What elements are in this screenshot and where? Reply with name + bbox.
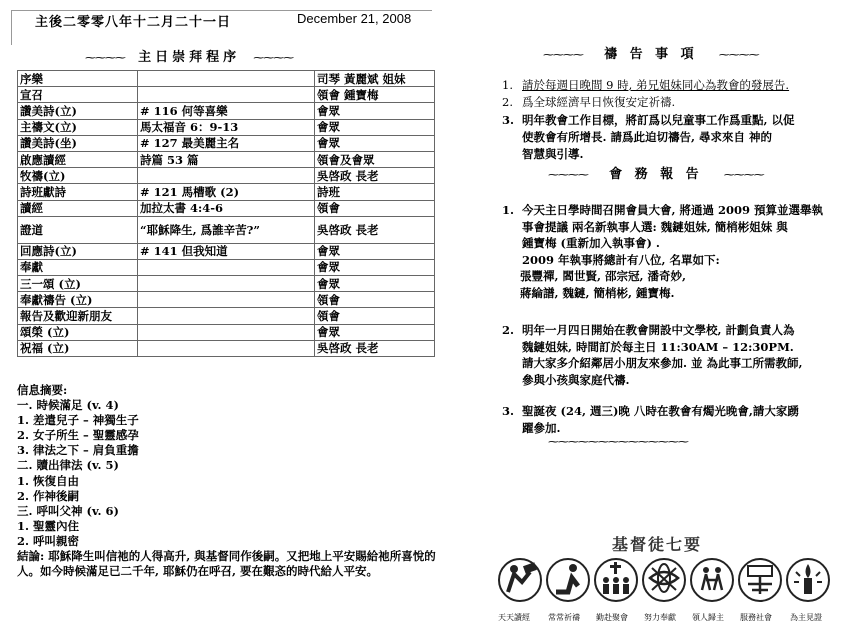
order-content: [138, 276, 315, 292]
summary-line: 2. 作神後嗣: [17, 488, 80, 503]
summary-line: 1. 聖靈內住: [17, 518, 80, 533]
announcements-title: 會 務 報 告: [609, 167, 703, 182]
order-person: 領會: [315, 292, 435, 308]
order-person: 司琴 黃麗斌 姐妹: [315, 71, 435, 87]
announcement-text: 事會提議 兩名新執事人選: 魏鏈姐妹, 簡梢彬姐妹 與: [522, 219, 788, 234]
order-row: [18, 324, 435, 340]
announcement-text: 聖誕夜 (24, 週三)晚 八時在教會有燭光晚會,請大家踴: [522, 404, 799, 418]
order-row: [18, 184, 435, 200]
announcement-text: 參與小孩與家庭代禱.: [522, 372, 630, 387]
order-item: 牧禱(立): [18, 168, 138, 184]
prayer-title: 禱 告 事 項: [604, 47, 698, 62]
announcement-text: 請大家多介紹鄰居小朋友來參加. 並 為此事工所需教師,: [522, 356, 803, 370]
order-person: 會眾: [315, 259, 435, 275]
essential-label: 服務社會: [740, 613, 772, 622]
seven-essentials-title: 基督徒七要: [612, 535, 703, 554]
order-person: 領會 鍾寶梅: [315, 87, 435, 103]
prayer-item-number: 3.: [502, 113, 515, 127]
ornament: ⁓⁓⁓⁓: [723, 168, 764, 181]
essential-label: 勤赴聚會: [596, 613, 628, 622]
summary-line: 1. 恢復自由: [17, 473, 80, 488]
date-chinese: 主後二零零八年十二月二十一日: [35, 15, 232, 30]
essential-label: 為主見證: [790, 613, 822, 622]
announcement-item: [502, 322, 803, 388]
reading-bible-icon: [499, 559, 541, 601]
announcement-item: [502, 403, 799, 436]
order-row: [18, 243, 435, 259]
order-item: 詩班獻詩: [18, 184, 138, 200]
order-item: 報告及歡迎新朋友: [18, 308, 138, 324]
order-content: # 141 但我知道: [138, 243, 315, 259]
order-person: 領會: [315, 200, 435, 216]
order-person: 吳啓政 長老: [315, 216, 435, 243]
order-content: [138, 168, 315, 184]
order-content: [138, 308, 315, 324]
order-item: 證道: [18, 216, 138, 243]
order-person: 領會: [315, 308, 435, 324]
announcement-text: 張豐禪, 閻世賢, 邵宗冠, 潘奇妙,: [520, 269, 687, 283]
announcement-number: 3.: [502, 404, 515, 418]
announcement-text: 今天主日學時間召開會員大會, 將通過 2009 預算並選舉執: [522, 203, 824, 217]
summary-line: 2. 呼叫親密: [17, 533, 80, 548]
order-content: [138, 259, 315, 275]
serving-society-icon: [739, 559, 781, 601]
order-row: [18, 292, 435, 308]
order-item: 讀經: [18, 200, 138, 216]
order-content: “耶穌降生, 爲誰辛苦?”: [138, 216, 315, 243]
order-content: [138, 324, 315, 340]
order-item: 奉獻禱告 (立): [18, 292, 138, 308]
order-person: 吳啓政 長老: [315, 340, 435, 356]
announcements-heading: [548, 163, 764, 182]
order-row: [18, 119, 435, 135]
order-item: 啟應讀經: [18, 151, 138, 167]
summary-line: 三. 呼叫父神 (v. 6): [17, 503, 119, 518]
seven-essentials-icons: [494, 554, 834, 610]
prayer-item-text: 明年教會工作目標，將訂爲以兒童事工作爲重點, 以促: [522, 113, 795, 127]
order-row: [18, 340, 435, 356]
ornament: ⁓⁓⁓⁓: [85, 51, 125, 64]
order-content: [138, 292, 315, 308]
order-row: [18, 259, 435, 275]
announcement-text: 魏鏈姐妹, 時間訂於每主日 11:30AM – 12:30PM.: [522, 339, 794, 354]
prayer-item: [502, 78, 789, 93]
sermon-summary-heading: 信息摘要:: [17, 383, 68, 397]
attending-service-icon: [595, 559, 637, 601]
prayer-item-number: 1.: [502, 78, 513, 92]
order-person: 吳啓政 長老: [315, 168, 435, 184]
order-row: [18, 151, 435, 167]
prayer-item-text: 爲全球經濟早日恢復安定祈禱.: [522, 95, 676, 109]
summary-line: 一. 時候滿足 (v. 4): [17, 398, 119, 413]
announcement-text: 蔣綸譜, 魏鏈, 簡梢彬, 鍾寶梅.: [520, 285, 675, 300]
order-item: 宣召: [18, 87, 138, 103]
order-content: 詩篇 53 篇: [138, 151, 315, 167]
order-row: [18, 276, 435, 292]
order-item: 序樂: [18, 71, 138, 87]
order-row: [18, 135, 435, 151]
essential-label: 領人歸主: [692, 613, 724, 622]
announcement-number: 1.: [502, 203, 515, 217]
announcement-text: 鍾寶梅 (重新加入執事會) .: [522, 236, 660, 250]
prayer-item: [502, 95, 675, 110]
order-item: 回應詩(立): [18, 243, 138, 259]
essential-label: 努力奉獻: [644, 613, 676, 622]
leading-people-icon: [691, 559, 733, 601]
order-row: [18, 200, 435, 216]
order-item: 頌榮 (立): [18, 324, 138, 340]
order-content: # 116 何等喜樂: [138, 103, 315, 119]
announcement-text: 躍參加.: [522, 420, 561, 435]
ornament: ⁓⁓⁓⁓: [543, 48, 583, 61]
prayer-item-cont: 使教會有所增長. 請爲此迫切禱告, 尋求來自 神的: [522, 130, 773, 144]
witness-icon: [787, 559, 829, 601]
order-person: 會眾: [315, 119, 435, 135]
order-content: # 121 馬槽歌 (2): [138, 184, 315, 200]
order-item: 主禱文(立): [18, 119, 138, 135]
essential-label: 常常祈禱: [548, 613, 580, 622]
announcement-text: 明年一月四日開始在教會開設中文學校, 計劃負責人為: [522, 323, 795, 337]
prayer-item-number: 2.: [502, 95, 513, 109]
ornament: ⁓⁓⁓⁓: [253, 51, 294, 64]
order-row: [18, 87, 435, 103]
order-person: 會眾: [315, 324, 435, 340]
order-person: 會眾: [315, 135, 435, 151]
summary-line: 1. 差遣兒子 – 神獨生子: [17, 413, 139, 428]
order-content: 馬太福音 6：9-13: [138, 119, 315, 135]
order-content: # 127 最美麗主名: [138, 135, 315, 151]
announcement-number: 2.: [502, 323, 515, 337]
order-item: 奉獻: [18, 259, 138, 275]
order-row: [18, 308, 435, 324]
order-row: [18, 71, 435, 87]
order-item: 讚美詩(坐): [18, 135, 138, 151]
order-person: 詩班: [315, 184, 435, 200]
order-content: 加拉太書 4:4-6: [138, 200, 315, 216]
prayer-item-text: 請於每週日晚間 9 時, 弟兄姐妹同心為教會的發展告.: [522, 78, 790, 92]
order-person: 會眾: [315, 243, 435, 259]
order-row: [18, 103, 435, 119]
prayer-item: [502, 112, 795, 129]
announcement-text: 2009 年執事將總計有八位, 名單如下:: [522, 252, 720, 267]
order-item: 三一頌 (立): [18, 276, 138, 292]
ornament-divider: ⁓⁓⁓⁓⁓⁓⁓⁓⁓⁓⁓⁓⁓⁓: [548, 435, 688, 448]
order-content: [138, 87, 315, 103]
announcement-item: [502, 202, 823, 301]
order-person: 領會及會眾: [315, 151, 435, 167]
order-row: [18, 168, 435, 184]
ornament: ⁓⁓⁓⁓: [718, 48, 759, 61]
offering-icon: [643, 559, 685, 601]
order-content: [138, 340, 315, 356]
summary-line: 2. 女子所生 – 聖靈感孕: [17, 428, 139, 443]
essential-label: 天天讀經: [498, 613, 530, 622]
order-content: [138, 71, 315, 87]
sermon-summary: [17, 383, 437, 579]
prayer-heading: [543, 43, 759, 62]
order-row: [18, 216, 435, 243]
ornament: ⁓⁓⁓⁓: [548, 168, 588, 181]
order-person: 會眾: [315, 103, 435, 119]
order-of-worship-title: 主日崇拜程序: [138, 50, 241, 65]
summary-line: 3. 律法之下 – 肩負重擔: [17, 443, 139, 458]
date-english: December 21, 2008: [297, 11, 412, 26]
prayer-item-cont: 智慧與引導.: [522, 147, 584, 161]
order-person: 會眾: [315, 276, 435, 292]
order-item: 祝福 (立): [18, 340, 138, 356]
order-of-worship-table: [17, 70, 435, 357]
praying-icon: [547, 559, 589, 601]
sermon-conclusion: 結論: 耶穌降生叫信祂的人得高升, 與基督同作後嗣。又把地上平安賜給祂所喜悅的人。如今時候滿足已二千年, 耶穌仍在呼召, 要在艱忞的時代給人平安。: [17, 549, 436, 579]
summary-line: 二. 贖出律法 (v. 5): [17, 458, 119, 473]
order-item: 讚美詩(立): [18, 103, 138, 119]
order-of-worship-heading: [85, 46, 293, 65]
